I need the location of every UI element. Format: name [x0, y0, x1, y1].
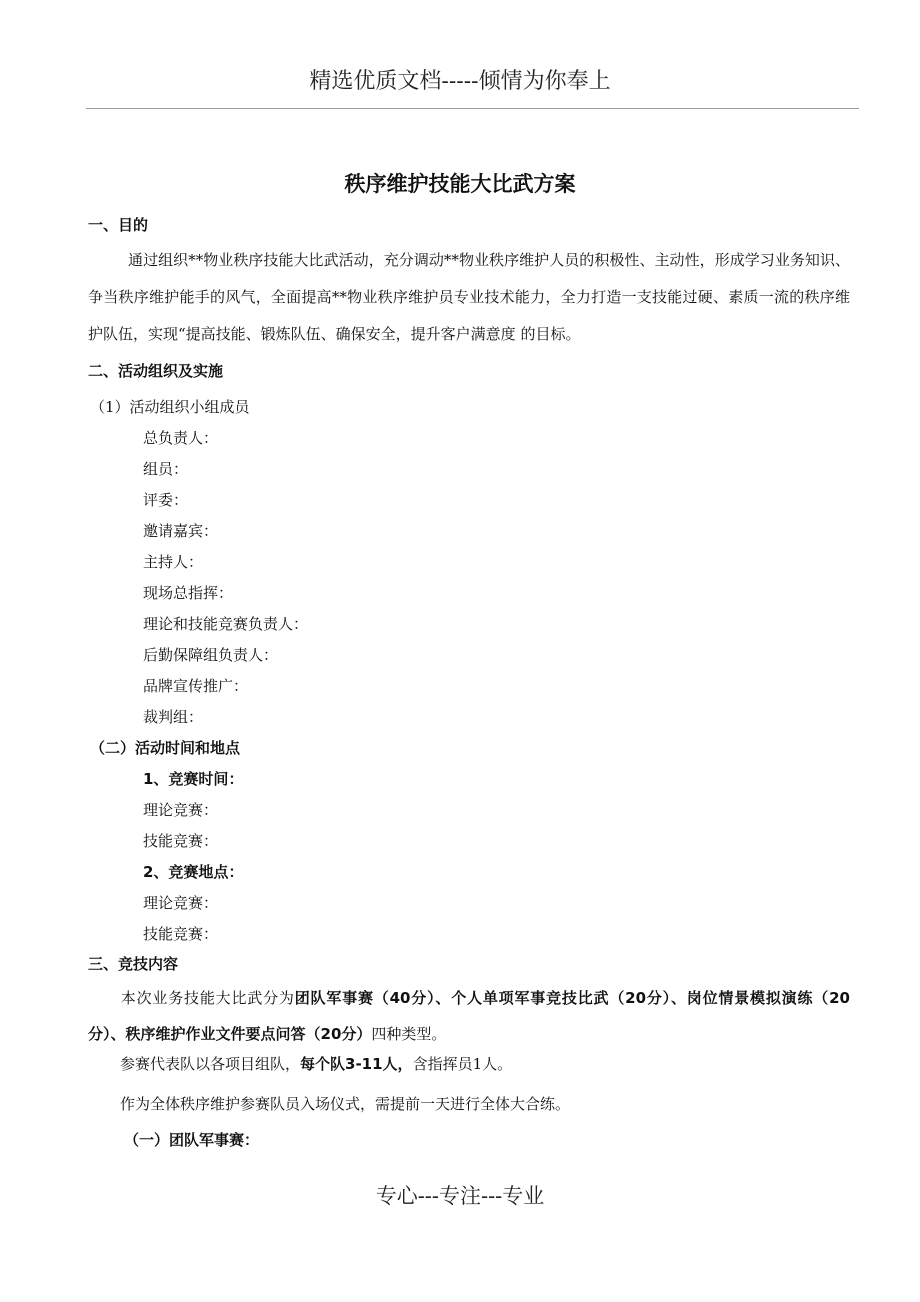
- p2-text-2: 含指挥员1人。: [412, 1055, 513, 1073]
- page-header: 精选优质文档-----倾情为你奉上: [309, 69, 611, 94]
- role-item: 理论和技能竞赛负责人：: [143, 615, 309, 633]
- role-item: 评委：: [143, 491, 189, 509]
- p1-bold-text: 团队军事赛（40分）、个人单项军事竞技比武（20分）、岗位情景模拟演练（20分）、秩序维护作业文件要点问答（20分）: [88, 989, 850, 1043]
- p2-text-1: 参赛代表队以各项目组队，: [120, 1055, 301, 1073]
- place-item: 理论竞赛：: [143, 894, 219, 912]
- role-item: 主持人：: [143, 553, 204, 571]
- p1-text-2: 四种类型。: [371, 1025, 447, 1043]
- role-item: 组员：: [143, 460, 189, 478]
- time-heading: 1、竞赛时间：: [143, 770, 244, 788]
- role-item: 后勤保障组负责人：: [143, 646, 279, 664]
- section-3-heading: 三、竞技内容: [88, 955, 179, 973]
- time-item: 技能竞赛：: [143, 832, 219, 850]
- subsection-2-1-heading: （1）活动组织小组成员: [90, 398, 250, 416]
- time-item: 理论竞赛：: [143, 801, 219, 819]
- subsection-3-1-heading: （一）团队军事赛：: [124, 1131, 260, 1149]
- place-heading: 2、竞赛地点：: [143, 863, 244, 881]
- section-1-paragraph: [88, 242, 850, 353]
- role-item: 总负责人：: [143, 429, 219, 447]
- role-item: 裁判组：: [143, 708, 204, 726]
- section-2-heading: 二、活动组织及实施: [88, 362, 224, 380]
- section-3-paragraph-1: [88, 980, 850, 1052]
- subsection-2-2-heading: （二）活动时间和地点: [90, 739, 241, 757]
- page-footer: 专心---专注---专业: [375, 1184, 545, 1208]
- section-3-paragraph-2: [120, 1053, 512, 1074]
- section-1-paragraph-text: 通过组织**物业秩序技能大比武活动，充分调动**物业秩序维护人员的积极性、主动性，形成学习业务知识、争当秩序维护能手的风气，全面提高**物业秩序维护员专业技术能力，全力打造一支技能过硬、素质一流的秩序维护队伍，实现“提高技能、锻炼队伍、确保安全，提升客户满意度 的目标。: [88, 251, 850, 343]
- p1-text-1: 本次业务技能大比武分为: [120, 989, 295, 1007]
- role-item: 现场总指挥：: [143, 584, 234, 602]
- header-divider: [86, 108, 859, 109]
- section-1-heading: 一、目的: [88, 216, 149, 234]
- role-item: 邀请嘉宾：: [143, 522, 219, 540]
- role-item: 品牌宣传推广：: [143, 677, 249, 695]
- place-item: 技能竞赛：: [143, 925, 219, 943]
- p2-bold-text: 每个队3-11人，: [300, 1055, 413, 1073]
- section-3-paragraph-3: 作为全体秩序维护参赛队员入场仪式，需提前一天进行全体大合练。: [120, 1095, 571, 1113]
- document-title: 秩序维护技能大比武方案: [344, 172, 576, 196]
